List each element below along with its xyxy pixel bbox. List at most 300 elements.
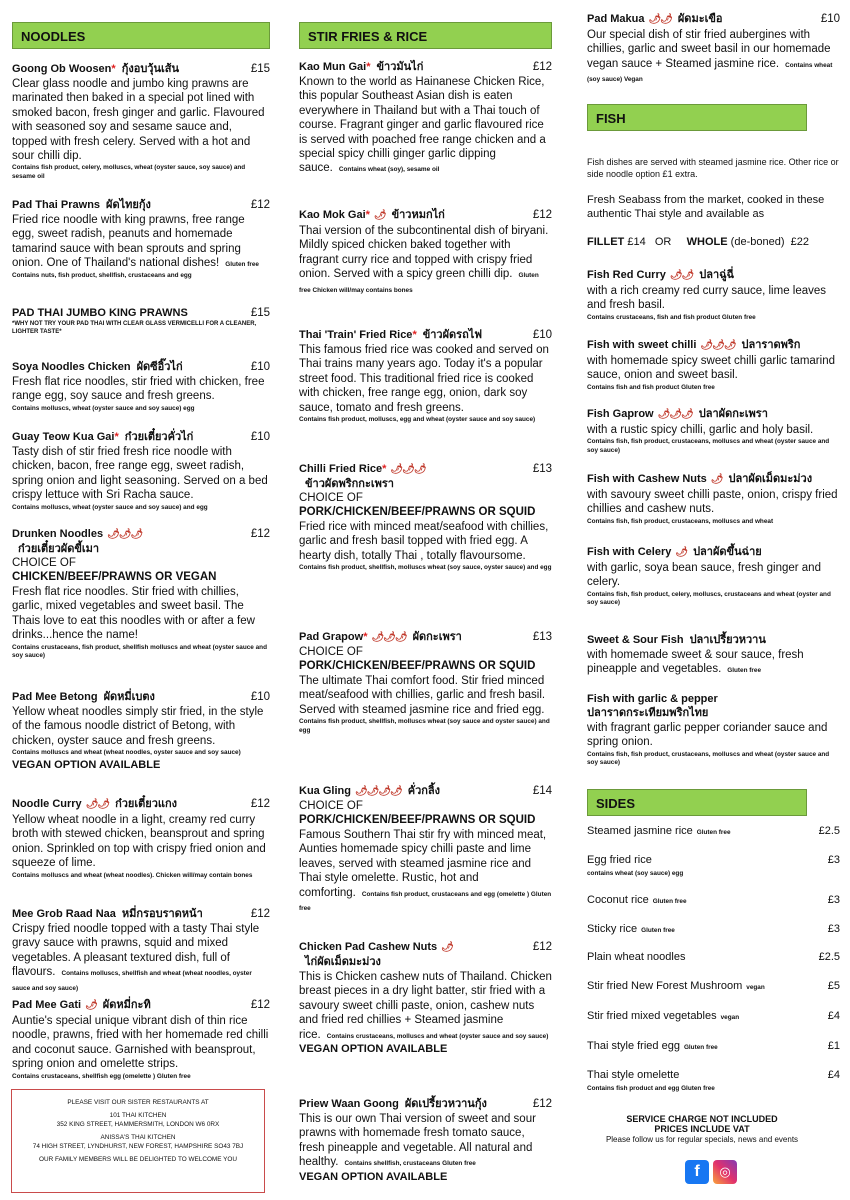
side-price: £2.5 (818, 951, 840, 963)
item-title-row (587, 692, 840, 706)
sister-line: ANISSA'S THAI KITCHEN (100, 1134, 176, 1141)
item-title (12, 527, 247, 556)
chilli-icon: 🌶🌶 (85, 799, 110, 810)
item-description (12, 445, 270, 503)
fillet-price: £14 (627, 236, 646, 248)
item-name: Fish with sweet chilli (587, 339, 697, 351)
description-text: Known to the world as Hainanese Chicken Rice, this popular Southeast Asian dish is eaten everywhere in Thailand but with a Thai touch of course. Fragrant ginger and garlic flavoured rice is served with poached free range chicken and a special spicy chilli ginger garlic dipping sauce. (299, 76, 546, 175)
item-title-row (587, 545, 840, 560)
chilli-icon: 🌶🌶🌶 (700, 340, 736, 351)
item-description (12, 705, 270, 748)
side-price: £4 (827, 1010, 840, 1022)
item-title (299, 60, 529, 74)
side-item (587, 894, 840, 908)
item-name: Pad Makua (587, 13, 645, 25)
item-thai-name: ก๋วยเตี๋ยวแกง (115, 798, 178, 810)
item-title (299, 784, 529, 799)
side-tag: Gluten free (641, 927, 675, 934)
item-title-row (299, 630, 552, 645)
item-price: £12 (250, 199, 270, 211)
description-text: with a rustic spicy chilli, garlic and holy basil. (587, 424, 814, 436)
item-title (299, 630, 529, 645)
choice-label: CHOICE OF (299, 800, 363, 812)
description-text: Famous Southern Thai stir fry with minced meat, Aunties homemade spicy chilli paste and lime leaves, served with steamed jasmine rice and Thai style omelette. Rustic, hot and comforting. (299, 829, 547, 899)
item-title-row (12, 998, 270, 1013)
item-price: £15 (250, 307, 270, 319)
vegan-option: VEGAN OPTION AVAILABLE (299, 1170, 448, 1183)
side-item-left (587, 1069, 715, 1095)
side-item-left (587, 1040, 718, 1054)
item-title (587, 633, 840, 647)
description-text: with garlic, soya bean sauce, fresh ginger and celery. (587, 562, 821, 589)
item-title (299, 462, 529, 491)
menu-item (587, 268, 840, 322)
side-name: Coconut rice (587, 894, 649, 906)
item-thai-name: ปลาเปรี้ยวหวาน (689, 634, 766, 646)
allergen-note: Contains molluscs and wheat (wheat noodles). Chicken will/may contain bones (12, 871, 253, 879)
description-text: This is Chicken cashew nuts of Thailand. Chicken breast pieces in a dry light batter, stir fried with a savoury sweet chilli paste, onion, cashew nuts and fried red chillies + Steamed jasmine rice. (299, 971, 552, 1041)
side-name: Sticky rice (587, 923, 638, 935)
chilli-icon: 🌶🌶 (648, 14, 672, 25)
item-price: £12 (532, 941, 552, 953)
sister-line: PLEASE VISIT OUR SISTER RESTAURANTS AT (67, 1099, 209, 1106)
menu-item (299, 940, 552, 1055)
fish-intro: Fish dishes are served with steamed jasmine rice. Other rice or side noodle option £1 extra. (587, 157, 839, 179)
item-title (12, 198, 247, 212)
side-item (587, 825, 840, 839)
item-title (299, 1097, 529, 1111)
side-item-left (587, 894, 687, 908)
allergen-note: Contains fish product, crustaceans and egg (omelette ) Gluten free (299, 890, 552, 913)
description-text: with fragrant garlic pepper coriander sauce and spring onion. (587, 722, 828, 749)
side-price: £2.5 (818, 825, 840, 837)
menu-item (299, 60, 552, 176)
allergen-note: Contains fish, fish product, crustaceans, molluscs and wheat (oyster sauce and soy sauce) (587, 438, 830, 454)
chilli-icon: 🌶 (675, 547, 688, 558)
item-title (12, 360, 247, 374)
menu-item (12, 62, 270, 181)
item-title (587, 472, 840, 487)
item-title-row (12, 907, 270, 921)
side-item (587, 1069, 840, 1095)
item-description (587, 488, 840, 517)
side-item (587, 980, 840, 994)
item-title-row (587, 12, 840, 27)
allergen-note: Contains fish product, shellfish, molluscs wheat (soy sauce, oyster sauce) and egg (299, 564, 552, 572)
item-title-row (12, 360, 270, 374)
description-text: The ultimate Thai comfort food. Stir fried minced meat/seafood with chillies, garlic and fresh basil. Served with steamed jasmine rice and fried egg. (299, 675, 546, 716)
side-item (587, 951, 840, 964)
item-title-row (587, 472, 840, 487)
item-title (587, 12, 817, 27)
item-thai-name: ผัดมะเขือ (677, 13, 723, 25)
menu-item (299, 462, 552, 573)
item-title (587, 545, 840, 560)
item-description (299, 970, 552, 1042)
allergen-note: Contains fish, fish product, crustaceans, molluscs and wheat (587, 517, 774, 525)
sister-line: 74 HIGH STREET, LYNDHURST, NEW FOREST, HAMPSHIRE SO43 7BJ (32, 1143, 244, 1150)
menu-item (299, 784, 552, 914)
allergen-note: Contains crustaceans, shellfish egg (omelette ) Gluten free (12, 1072, 191, 1080)
item-title-row (12, 430, 270, 444)
item-title-row (12, 527, 270, 556)
side-tag: Gluten free (696, 829, 731, 836)
item-price: £12 (250, 999, 270, 1011)
allergen-note: Gluten free (727, 667, 762, 675)
menu-item (12, 430, 270, 512)
side-item (587, 854, 840, 880)
item-title-row (299, 462, 552, 491)
star-marker: * (114, 431, 119, 443)
item-price: £13 (532, 463, 552, 475)
description-text: Crispy fried noodle topped with a tasty Thai style gravy sauce with prawns, squid and mixed vegetables. A pleasant textured dish, full of flavours. (12, 923, 260, 979)
description-text: Fried rice noodle with king prawns, free range egg, sweet radish, peanuts and homemade tamarind sauce with bean sprouts and spring onion. One of Thailand's national dishes! (12, 214, 245, 270)
allergen-note: Contains wheat (soy), sesame oil (338, 166, 440, 174)
allergen-note: Contains crustaceans, fish product, shellfish molluscs and wheat (oyster sauce and soy sauce) (12, 643, 267, 660)
item-title-row (587, 407, 840, 422)
instagram-icon[interactable]: ◎ (713, 1160, 737, 1184)
item-title (299, 328, 529, 342)
description-text: Yellow wheat noodles simply stir fried, in the style of the famous noodle district of Betong, with chicken, oyster sauce and fresh greens. (12, 706, 264, 747)
item-price: £10 (820, 13, 840, 25)
service-footer (587, 1114, 817, 1145)
description-text: Yellow wheat noodle in a light, creamy red curry broth with stewed chicken, beansprout and spring onion. Sprinkled on top with crispy fried onion and squeeze of lime. (12, 814, 266, 870)
side-price: £1 (827, 1040, 840, 1052)
item-name: Mee Grob Raad Naa (12, 908, 116, 920)
allergen-note: Contains molluscs and wheat (wheat noodles, oyster sauce and soy sauce) (12, 749, 241, 757)
item-name: Guay Teow Kua Gai (12, 431, 115, 443)
choice-options: PORK/CHICKEN/BEEF/PRAWNS OR SQUID (299, 660, 536, 672)
allergen-note: Contains shellfish, crustaceans Gluten free (344, 1160, 476, 1168)
menu-item (299, 1097, 552, 1183)
allergen-note: Gluten free Chicken will/may contains bones (299, 272, 539, 294)
sister-restaurants-box (11, 1089, 265, 1193)
item-thai-name: ปลาผัดเม็ดมะม่วง (728, 473, 813, 485)
item-name: Sweet & Sour Fish (587, 634, 684, 646)
item-thai-name: ผัดกะเพรา (412, 631, 462, 643)
item-thai-name: ข้าวมันไก่ (376, 61, 424, 73)
item-title-row (587, 338, 840, 353)
item-description (299, 828, 552, 914)
item-name: Pad Thai Prawns (12, 199, 101, 211)
chilli-icon: 🌶 (85, 1000, 97, 1011)
allergen-note: Contains molluscs, wheat (oyster sauce and soy sauce) egg (12, 404, 195, 412)
item-title-row (299, 940, 552, 969)
side-tag: vegan (720, 1014, 740, 1021)
sides-header: SIDES (587, 789, 807, 816)
item-thai-name: ผัดไทยกุ้ง (106, 199, 151, 211)
fish-seabass: Fresh Seabass from the market, cooked in these authentic Thai style and available as (587, 194, 825, 220)
item-thai-name: ผัดหมี่กะทิ (102, 999, 151, 1011)
side-allergen-note: Contains fish product and egg Gluten free (587, 1085, 715, 1092)
side-item (587, 1040, 840, 1054)
item-title-row (299, 60, 552, 74)
allergen-note: Contains fish and fish product Gluten free (587, 383, 715, 391)
item-title (587, 268, 840, 283)
item-name: Fish Gaprow (587, 408, 654, 420)
allergen-note: Contains fish product, celery, molluscs, wheat (oyster sauce, soy sauce) and sesame oil (12, 164, 246, 180)
menu-item (299, 328, 552, 425)
description-text: Thai version of the subcontinental dish of biryani. Mildly spiced chicken baked together with fragrant curry rice and topped with crispy fried onion. Served with a spicy green chilli dip. (299, 225, 549, 281)
item-name: Pad Grapow (299, 631, 364, 643)
item-description (12, 1014, 270, 1072)
item-name: Kao Mun Gai (299, 61, 367, 73)
item-title (587, 692, 840, 706)
star-marker: * (363, 631, 368, 643)
item-name: Noodle Curry (12, 798, 82, 810)
description-text: This famous fried rice was cooked and served on Thai trains many years ago. Today it's a popular street food. This traditional fried rice is cooked with chicken, free range egg, onion, dark soy sauce, tomato and fresh greens. (299, 344, 549, 414)
item-name: Fish with Cashew Nuts (587, 473, 707, 485)
side-name: Thai style omelette (587, 1069, 680, 1081)
item-thai-name: ปลาผัดขึ้นฉ่าย (693, 546, 762, 558)
side-name: Stir fried New Forest Mushroom (587, 980, 743, 992)
item-price: £15 (250, 63, 270, 75)
allergen-note: Contains nuts, fish product, shellfish, crustaceans and egg (12, 271, 192, 279)
item-title (587, 338, 840, 353)
item-title-row (299, 784, 552, 799)
choice-options: PORK/CHICKEN/BEEF/PRAWNS OR SQUID (299, 506, 536, 518)
item-title (299, 208, 529, 223)
item-description (299, 224, 552, 296)
item-thai-name: ปลาฉู่ฉี่ (699, 269, 735, 281)
whole-label: WHOLE (686, 236, 728, 248)
item-description (12, 77, 270, 163)
item-thai-name: ข้าวหมกไก่ (391, 209, 445, 221)
side-price: £3 (827, 923, 840, 935)
item-thai-name: หมี่กรอบราดหน้า (121, 908, 203, 920)
side-price: £4 (827, 1069, 840, 1081)
item-title-row (587, 268, 840, 283)
fish-header: FISH (587, 104, 807, 131)
menu-item (587, 472, 840, 526)
item-note: *WHY NOT TRY YOUR PAD THAI WITH CLEAR GLASS VERMICELLI FOR A CLEANER, LIGHTER TASTE* (12, 321, 257, 335)
vegan-option: VEGAN OPTION AVAILABLE (12, 758, 161, 771)
allergen-note: Contains fish, fish product, crustaceans, molluscs and wheat (oyster sauce and soy sauce) (587, 750, 830, 767)
stirfries-header: STIR FRIES & RICE (299, 22, 552, 49)
side-price: £5 (827, 980, 840, 992)
side-tag: vegan (746, 984, 765, 991)
item-title-row (12, 797, 270, 812)
chilli-icon: 🌶🌶🌶 (390, 464, 426, 475)
chilli-icon: 🌶 (441, 942, 453, 953)
allergen-note: Contains fish product, molluscs, egg and wheat (oyster sauce and soy sauce) (299, 416, 536, 424)
item-name: Priew Waan Goong (299, 1098, 399, 1110)
menu-item (587, 633, 840, 677)
menu-item (12, 998, 270, 1081)
side-name: Thai style fried egg (587, 1040, 680, 1052)
item-description (299, 75, 552, 176)
vat-note: PRICES INCLUDE VAT (654, 1124, 750, 1134)
item-title (12, 306, 247, 320)
item-thai-name: ปลาราดพริก (741, 339, 801, 351)
chilli-icon: 🌶🌶🌶 (657, 409, 693, 420)
allergen-note: Contains fish, fish product, celery, molluscs, crustaceans and wheat (oyster and soy sauce) (587, 590, 831, 607)
choice-label: CHOICE OF (299, 492, 363, 504)
allergen-note: Contains wheat (soy sauce) Vegan (587, 61, 833, 84)
side-allergen-note: contains wheat (soy sauce) egg (587, 870, 684, 877)
allergen-note: Gluten free (225, 261, 259, 269)
chilli-icon: 🌶🌶🌶🌶 (354, 786, 402, 797)
item-price: £13 (532, 631, 552, 643)
side-price: £3 (827, 854, 840, 866)
noodles-header: NOODLES (12, 22, 270, 49)
item-price: £12 (250, 528, 270, 540)
menu-item (12, 797, 270, 880)
choice-label: CHOICE OF (299, 646, 363, 658)
item-description (12, 813, 270, 871)
item-thai-name: ผัดเปรี้ยวหวานกุ้ง (404, 1098, 487, 1110)
item-description (587, 354, 840, 383)
item-description (587, 721, 840, 750)
facebook-icon[interactable]: f (685, 1160, 709, 1184)
chilli-icon: 🌶🌶🌶 (371, 632, 407, 643)
item-description (587, 423, 840, 437)
chilli-icon: 🌶 (373, 210, 386, 221)
item-title-row (587, 633, 840, 647)
item-title-row (12, 198, 270, 212)
item-price: £14 (532, 785, 552, 797)
item-name: PAD THAI JUMBO KING PRAWNS (12, 307, 188, 319)
menu-item (12, 907, 270, 994)
allergen-note: Contains crustaceans, fish and fish product Gluten free (587, 313, 756, 321)
item-title-row (299, 208, 552, 223)
item-name: Kao Mok Gai (299, 209, 366, 221)
star-marker: * (382, 463, 387, 475)
item-title (299, 940, 529, 969)
choice-options: CHICKEN/BEEF/PRAWNS OR VEGAN (12, 571, 217, 583)
star-marker: * (412, 329, 417, 341)
item-thai-name: กุ้งอบวุ้นเส้น (121, 63, 179, 75)
fish-size-options (587, 236, 840, 248)
item-thai-name: ผัดซีอิ๊วไก่ (136, 361, 183, 373)
sister-line: 101 THAI KITCHEN (109, 1112, 167, 1119)
item-name: Goong Ob Woosen (12, 63, 112, 75)
item-description (12, 585, 270, 643)
item-description (299, 343, 552, 415)
item-name: Fish with garlic & pepper (587, 693, 718, 705)
description-text: Auntie's special unique vibrant dish of thin rice noodle, prawns, fried with her homemade red chilli and coconut sauce. Garnished with beansprout, spring onion and omelette strips. (12, 1015, 269, 1071)
item-thai-name: ข้าวผัดรถไฟ (422, 329, 483, 341)
description-text: Fried rice with minced meat/seafood with chillies, garlic and fresh basil topped with fried egg. A hearty dish, totally Thai , totally flavoursome. (299, 521, 549, 562)
or-text: OR (654, 236, 672, 248)
menu-item (587, 407, 840, 455)
item-description (587, 284, 840, 313)
item-price: £12 (532, 61, 552, 73)
description-text: with savoury sweet chilli paste, onion, crispy fried chillies and cashew nuts. (587, 489, 838, 516)
side-item-left (587, 1010, 739, 1024)
chilli-icon: 🌶🌶🌶 (107, 529, 143, 540)
item-price: £12 (250, 798, 270, 810)
side-name: Egg fried rice (587, 854, 652, 866)
side-item-left (587, 854, 683, 880)
item-title-row (12, 690, 270, 704)
item-name: Pad Mee Gati (12, 999, 82, 1011)
side-name: Steamed jasmine rice (587, 825, 693, 837)
item-description (587, 561, 840, 590)
item-title-row (12, 306, 270, 320)
menu-item (587, 338, 840, 392)
item-title (12, 690, 247, 704)
side-name: Plain wheat noodles (587, 951, 686, 963)
item-price: £10 (532, 329, 552, 341)
item-title (12, 430, 247, 444)
menu-item (299, 630, 552, 735)
item-price: £12 (250, 908, 270, 920)
choice-label: CHOICE OF (12, 557, 76, 569)
item-title-row (299, 328, 552, 342)
item-title-row (12, 62, 270, 76)
star-marker: * (366, 61, 371, 73)
description-text: Tasty dish of stir fried fresh rice noodle with chicken, bacon, free range egg, sweet radish, spring onion and light seasoning. Served on a bed crispy lettuce with Sri Racha sauce. (12, 446, 268, 502)
item-thai-name: คั่วกลิ้ง (407, 785, 441, 797)
item-name: Thai 'Train' Fried Rice (299, 329, 413, 341)
item-name: Chilli Fried Rice (299, 463, 383, 475)
description-text: Fresh flat rice noodles. Stir fried with chillies, garlic, mixed vegetables and sweet basil. The Thais love to eat this noodles with or after a few drinks...hence the name! (12, 586, 255, 642)
side-item-left (587, 980, 765, 994)
description-text: with homemade sweet & sour sauce, fresh pineapple and vegetables. (587, 649, 804, 676)
description-text: with a rich creamy red curry sauce, lime leaves and fresh basil. (587, 285, 827, 312)
side-name: Stir fried mixed vegetables (587, 1010, 717, 1022)
item-price: £12 (532, 1098, 552, 1110)
item-title (12, 998, 247, 1013)
item-description (587, 28, 840, 86)
description-text: Fresh flat rice noodles, stir fried with chicken, free range egg, soy sauce and fresh greens. (12, 376, 265, 403)
allergen-note: Contains fish product, shellfish, molluscs wheat (soy sauce and oyster sauce) and egg (299, 718, 550, 734)
side-item (587, 923, 840, 937)
description-text: with homemade spicy sweet chilli garlic tamarind sauce, onion and sweet basil. (587, 355, 835, 382)
item-description (299, 1112, 552, 1170)
menu-item (12, 527, 270, 661)
sister-line: OUR FAMILY MEMBERS WILL BE DELIGHTED TO WELCOME YOU (38, 1156, 238, 1163)
item-description (299, 520, 552, 563)
item-description (299, 674, 552, 717)
allergen-note: Contains molluscs, shellfish and wheat (wheat noodles, oyster sauce and soy sauce) (12, 970, 252, 992)
side-item-left (587, 923, 675, 937)
fillet-label: FILLET (587, 236, 625, 248)
item-thai-name: ไก่ผัดเม็ดมะม่วง (305, 956, 381, 968)
item-name: Kua Gling (299, 785, 351, 797)
item-price: £10 (250, 431, 270, 443)
item-price: £10 (250, 691, 270, 703)
menu-item (12, 306, 270, 336)
item-title (587, 407, 840, 422)
item-description (587, 648, 840, 677)
item-thai-name: ผัดหมี่เบตง (103, 691, 155, 703)
side-item (587, 1010, 840, 1024)
item-thai-name: ปลาผัดกะเพรา (698, 408, 768, 420)
side-item-left (587, 951, 685, 964)
allergen-note: Contains molluscs, wheat (oyster sauce and soy sauce) and egg (12, 503, 208, 511)
item-description (12, 922, 270, 994)
item-title-row (299, 1097, 552, 1111)
sister-line: 352 KING STREET, HAMMERSMITH, LONDON W6 0RX (56, 1121, 220, 1128)
item-thai-name: ปลาราดกระเทียมพริกไทย (587, 707, 709, 719)
item-name: Soya Noodles Chicken (12, 361, 131, 373)
item-title (12, 62, 247, 76)
chilli-icon: 🌶🌶 (669, 270, 694, 281)
item-title (12, 797, 247, 812)
star-marker: * (111, 63, 116, 75)
whole-price: £22 (790, 236, 809, 248)
star-marker: * (365, 209, 370, 221)
item-name: Drunken Noodles (12, 528, 104, 540)
follow-note: Please follow us for regular specials, news and events (605, 1135, 799, 1144)
side-tag: Gluten free (652, 898, 687, 905)
item-thai-name: ข้าวผัดพริกกะเพรา (305, 478, 394, 490)
description-text: This is our own Thai version of sweet and sour prawns with homemade fresh tomato sauce, fresh pineapple and vegetable. All natural and healthy. (299, 1113, 536, 1169)
description-text: Our special dish of stir fried aubergines with chillies, garlic and sweet basil in our homemade vegan sauce + Steamed jasmine rice. (587, 29, 831, 70)
menu-item (12, 198, 270, 280)
